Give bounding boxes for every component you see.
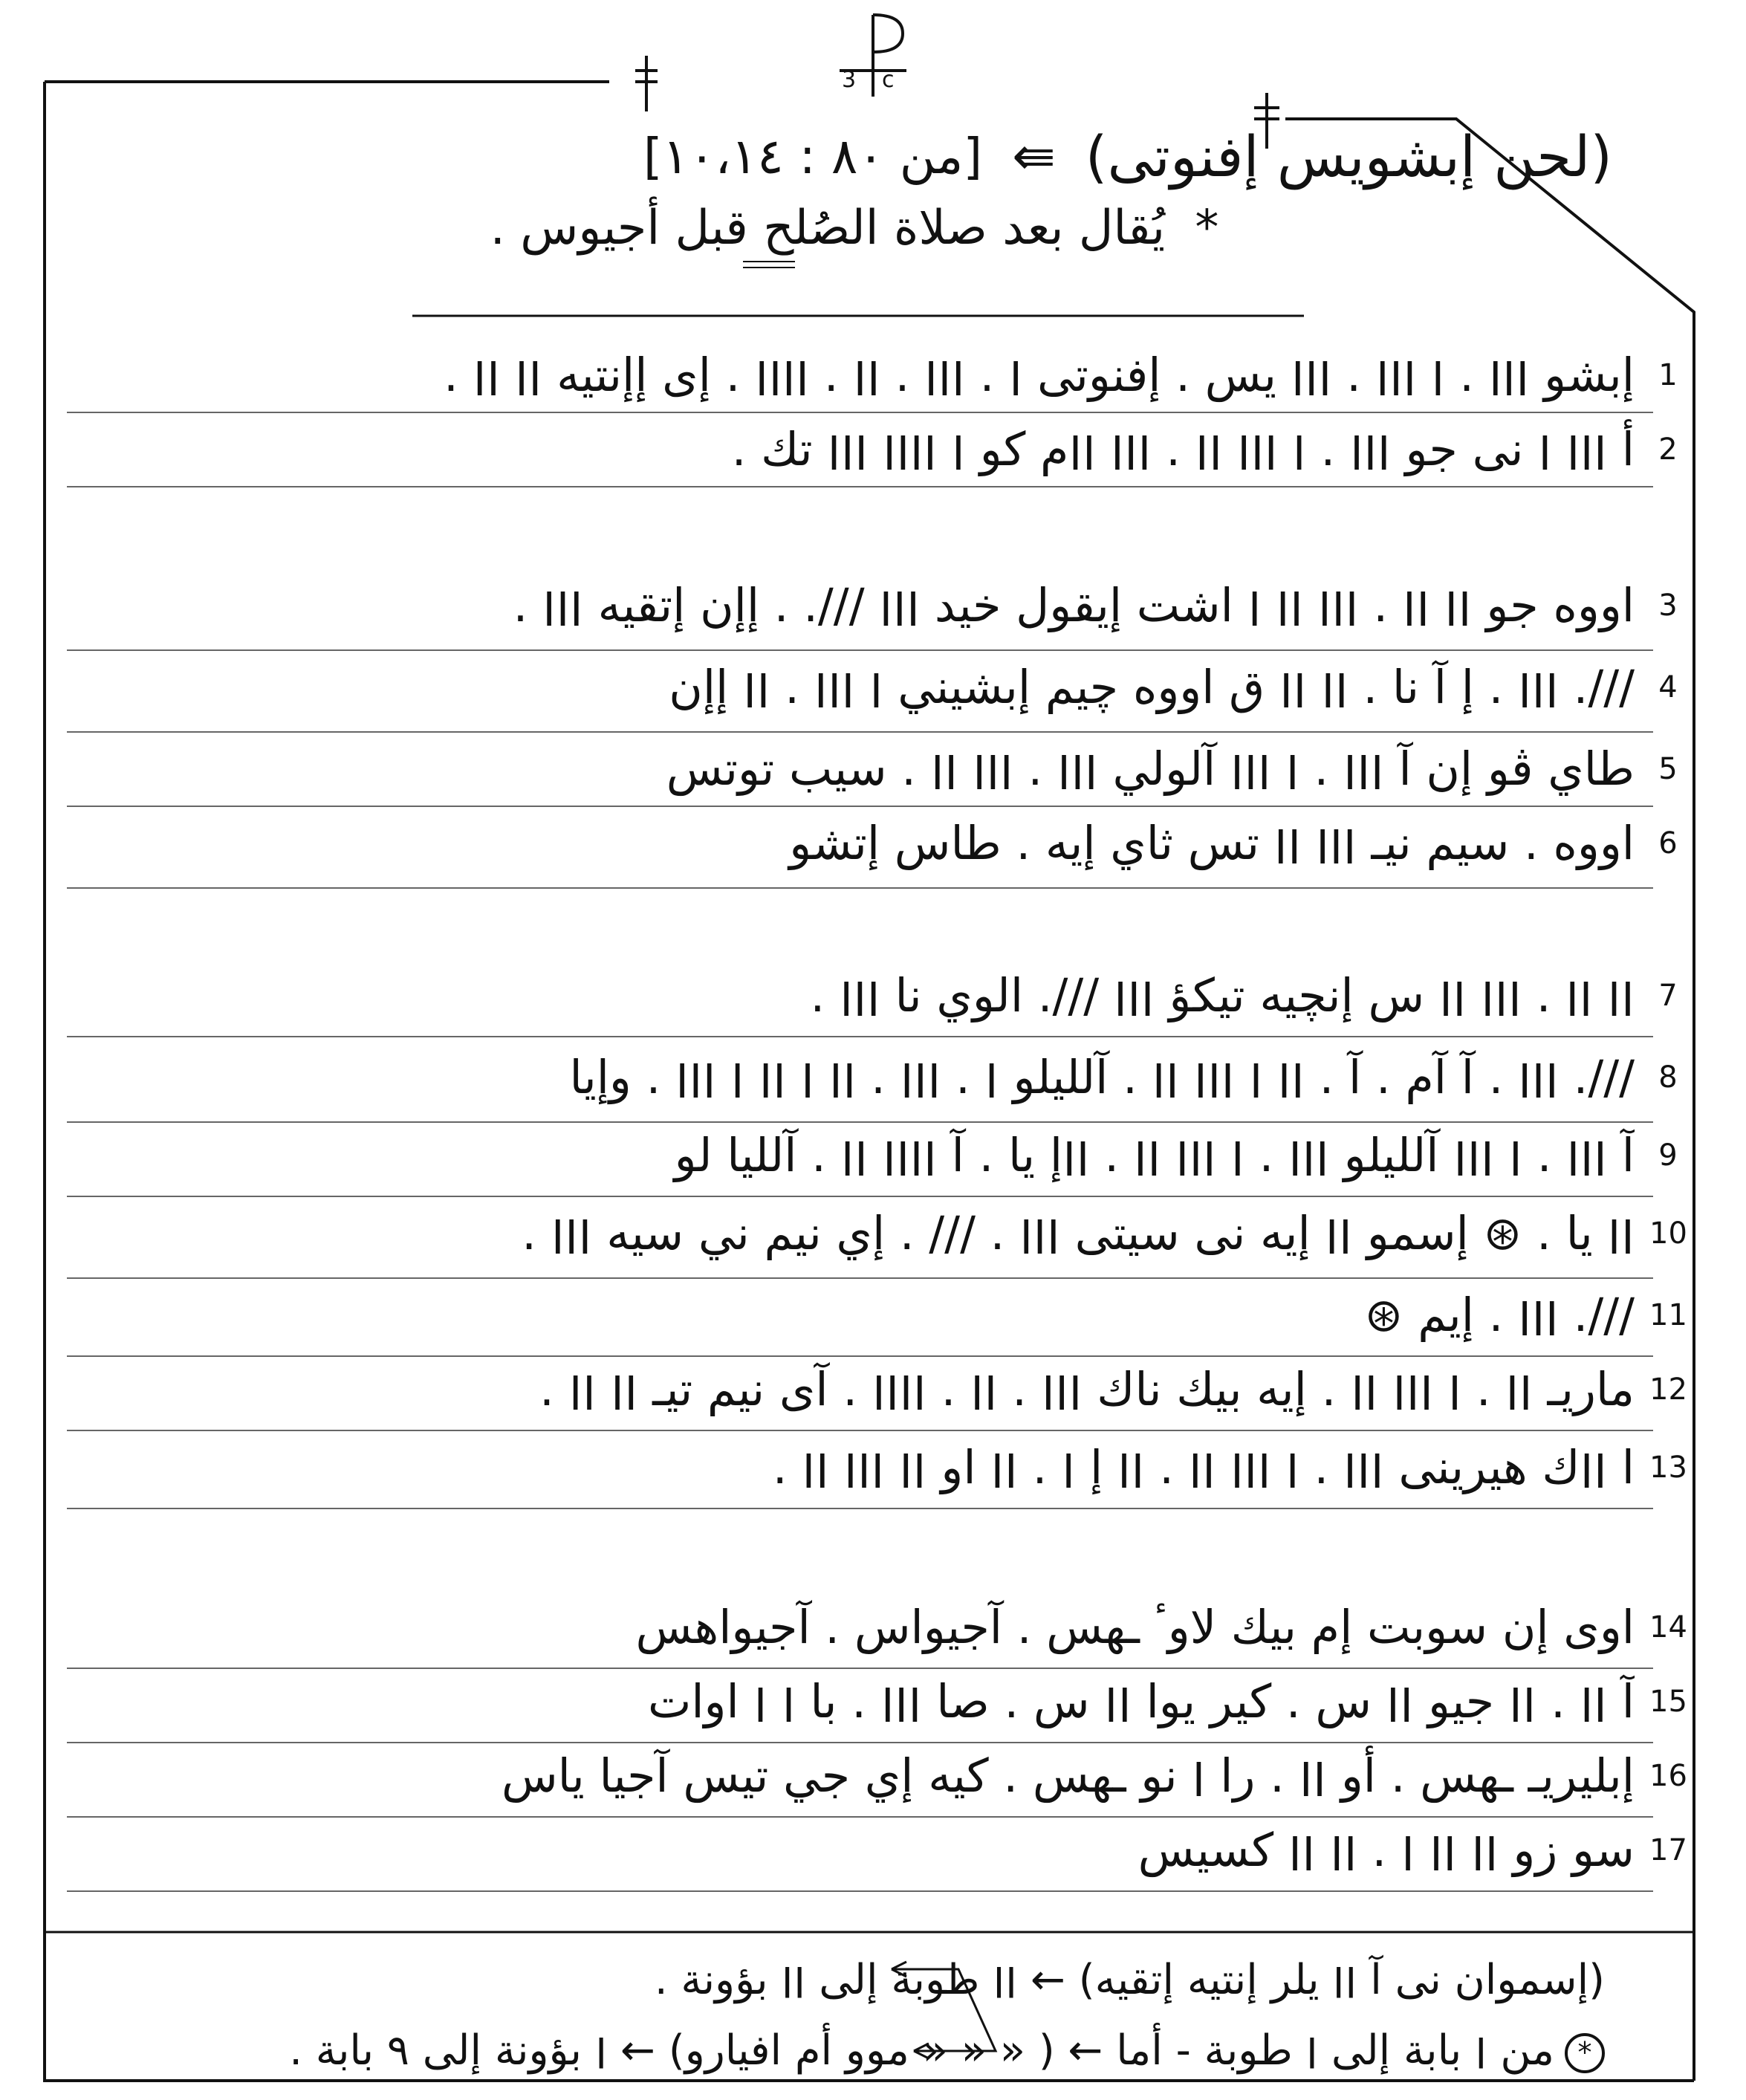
footer-note-1: (إسموان نى آ ׀׀ يلر إنتيه إتقيه) ← ׀׀ طوبة إلى ׀׀ بؤونة .	[654, 1956, 1605, 2004]
line-number: 4	[1658, 670, 1678, 704]
hymn-line	[59, 1278, 1687, 1352]
line-number: 8	[1658, 1060, 1678, 1095]
cross-mark-left	[635, 56, 658, 111]
line-number: 12	[1649, 1373, 1687, 1407]
hymn-line	[59, 1430, 1687, 1505]
hymn-line-text: إبشو ׀׀׀ . ׀ ׀׀׀ . ׀׀׀ يس . إفنوتى ׀ . ׀׀׀ . ׀׀ . ׀׀׀׀ . إى إإنتيه ׀׀ ׀׀ .	[444, 348, 1635, 402]
subtitle-text: يُقال بعد صلاة الصُلح قبل أجيوس .	[490, 201, 1166, 256]
hymn-line	[59, 1118, 1687, 1193]
line-number: 1	[1658, 358, 1678, 392]
asterisk-circle-icon: *	[1565, 2033, 1605, 2073]
hymn-line	[59, 1813, 1687, 1887]
hymn-line	[59, 732, 1687, 806]
hymn-line-text: إبليريـ ـهس . أو ׀׀ . را ׀ نو ـهس . كيه إي جي تيس آجيا ياس	[501, 1749, 1635, 1803]
scripture-reference: [من ٨٠ : ١٠،١٤]	[643, 127, 983, 185]
star-icon: *	[1195, 201, 1219, 256]
emblem-bottom-right: c	[882, 67, 895, 93]
hymn-line-text: ׀׀ ׀׀ . ׀׀׀ ׀׀ س إنچيه تيكؤ ׀׀׀ ///. الوي نا ׀׀׀ .	[810, 968, 1635, 1023]
line-number: 9	[1658, 1138, 1678, 1173]
line-number: 3	[1658, 589, 1678, 623]
arrow-icon: ⇚	[1012, 126, 1056, 187]
hymn-line-text: طاي ڤو إن آ ׀׀׀ . ׀ ׀׀׀ آلولي ׀׀׀ . ׀׀׀ ׀׀ . سيب توتس	[666, 742, 1635, 796]
hymn-line	[59, 959, 1687, 1033]
line-number: 16	[1649, 1759, 1687, 1793]
hymn-line-text: ماريـ ׀׀ . ׀ ׀׀׀ ׀׀ . إيه بيك ناك ׀׀׀ . ׀׀ . ׀׀׀׀ . آى نيم تيـ ׀׀ ׀׀ .	[539, 1362, 1635, 1416]
hymn-title: (لحن إبشويس إفنوتى)	[1085, 123, 1612, 189]
hymn-line-text: ا ׀׀ك هيرينى ׀׀׀ . ׀ ׀׀׀ ׀׀ . ׀׀ إ ׀ . ׀׀ او ׀׀ ׀׀׀ ׀׀ .	[772, 1440, 1635, 1494]
hymn-line	[59, 1352, 1687, 1427]
subtitle	[371, 201, 1337, 275]
hymn-line-text: ///. ׀׀׀ . إ آ نا . ׀׀ ׀׀ ق اووه چيم إبشيني ׀ ׀׀׀ . ׀׀ إإن	[669, 660, 1635, 714]
hymn-line	[59, 806, 1687, 881]
hymn-line-text: آ ׀׀ . ׀׀ جيو ׀׀ س . كير يوا ׀׀ س . صا ׀׀׀ . با ׀ ׀ اوات	[647, 1674, 1635, 1728]
emblem-bottom-left: 3	[842, 67, 857, 93]
hymn-line	[59, 1590, 1687, 1665]
hymn-line-text: اووه جو ׀׀ ׀׀ . ׀׀׀ ׀׀ ׀ اشت إيقول خيد ׀׀׀ ///. . إإن إتقيه ׀׀׀ .	[513, 578, 1635, 632]
hymn-line	[59, 1040, 1687, 1115]
hymn-line	[59, 338, 1687, 412]
line-number: 5	[1658, 752, 1678, 786]
line-number: 11	[1649, 1298, 1687, 1332]
hymn-line-text: أ ׀׀׀ ׀ نى جو ׀׀׀ . ׀ ׀׀׀ ׀׀ . ׀׀׀ ׀׀م كو ׀ ׀׀׀׀ ׀׀׀ تك .	[731, 422, 1635, 476]
hymn-line-text: ׀׀ يا . ⊛ إسمو ׀׀ إيه نى سيتى ׀׀׀ . /// . إي نيم ني سيه ׀׀׀ .	[522, 1206, 1635, 1260]
footer-note-2	[45, 2018, 1605, 2084]
line-number: 7	[1658, 979, 1678, 1013]
hymn-line	[59, 650, 1687, 725]
line-number: 14	[1649, 1610, 1687, 1644]
line-number: 6	[1658, 826, 1678, 861]
hymn-line	[59, 1739, 1687, 1813]
line-number: 10	[1649, 1216, 1687, 1251]
line-number: 17	[1649, 1833, 1687, 1867]
emblem-letters	[821, 7, 925, 97]
hymn-line-text: اووه . سيم نيـ ׀׀׀ ׀׀ تس ثاي إيه . طاس إتشو	[789, 816, 1635, 870]
hymn-line-text: ///. ׀׀׀ . آ آم . آ . ׀׀ ׀ ׀׀׀ ׀׀ . آلليلو ׀ . ׀׀׀ . ׀׀ ׀ ׀׀ ׀ ׀׀׀ . وإيا	[569, 1050, 1635, 1104]
hymn-line	[59, 568, 1687, 643]
hymn-line	[59, 1196, 1687, 1271]
footer-note-2-text: من ׀ بابة إلى ׀ طوبة - أما ← ( « « « موو أم افيارو) ← ׀ بؤونة إلى ٩ بابة .	[289, 2026, 1554, 2075]
line-number: 13	[1649, 1451, 1687, 1485]
hymn-line-text: سو زو ׀׀ ׀׀ ׀ . ׀׀ ׀׀ كسيس	[1138, 1823, 1635, 1877]
title-row	[89, 111, 1612, 201]
hymn-line	[59, 1665, 1687, 1739]
line-number: 15	[1649, 1685, 1687, 1719]
hymn-line-text: ///. ׀׀׀ . إيم ⊛	[1364, 1288, 1635, 1342]
hymn-line-text: اوى إن سوبت إم بيك لاوٴ ـهس . آجيواس . آجيواهس	[635, 1600, 1635, 1654]
hymn-line	[59, 412, 1687, 487]
line-number: 2	[1658, 432, 1678, 467]
hymn-line-text: آ ׀׀׀ . ׀ ׀׀׀ آلليلو ׀׀׀ . ׀ ׀׀׀ ׀׀ . ׀׀إ يا . آ ׀׀׀׀ ׀׀ . آلليا لو	[674, 1128, 1635, 1182]
